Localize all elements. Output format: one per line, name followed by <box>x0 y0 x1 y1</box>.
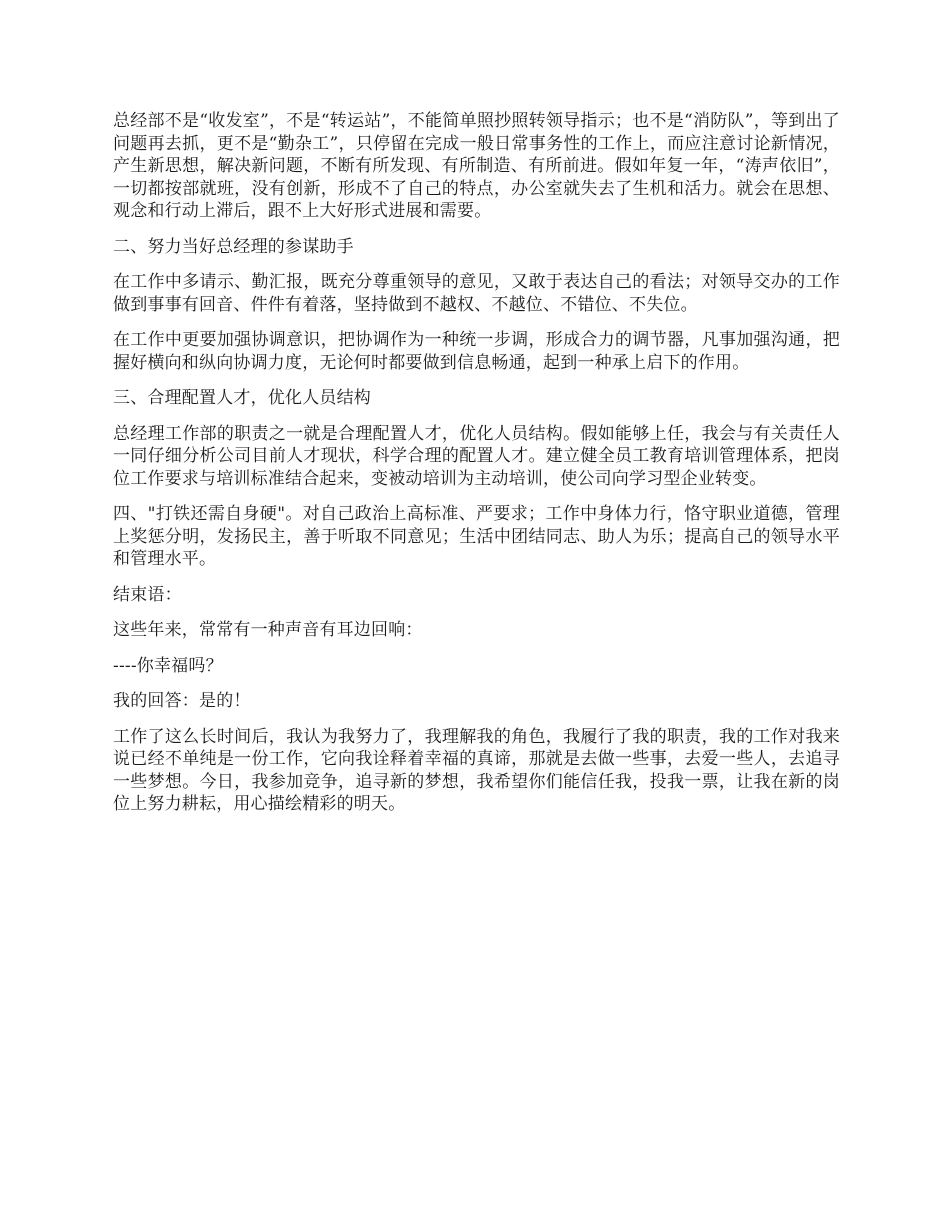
paragraph-coordination: 在工作中更要加强协调意识，把协调作为一种统一步调，形成合力的调节器，凡事加强沟通，把握好横向和纵向协调力度，无论何时都要做到信息畅通，起到一种承上启下的作用。 <box>113 330 840 373</box>
paragraph-closing: 工作了这么长时间后，我认为我努力了，我理解我的角色，我履行了我的职责，我的工作对我来说已经不单纯是一份工作，它向我诠释着幸福的真谛，那就是去做一些事，去爱一些人，去追寻一些梦想。今日，我参加竞争，追寻新的梦想，我希望你们能信任我，投我一票，让我在新的岗位上努力耕耘，用心描绘精彩的明天。 <box>113 726 840 814</box>
heading-conclusion: 结束语： <box>113 584 182 605</box>
paragraph-voice-echo: 这些年来，常常有一种声音有耳边回响： <box>113 620 423 640</box>
paragraph-report-instructions: 在工作中多请示、勤汇报，既充分尊重领导的意见，又敢于表达自己的看法；对领导交办的工作做到事事有回音、件件有着落，坚持做到不越权、不越位、不错位、不失位。 <box>113 272 840 315</box>
heading-section-three: 三、合理配置人才，优化人员结构 <box>113 388 371 408</box>
paragraph-self-discipline: 四、"打铁还需自身硬"。对自己政治上高标准、严要求；工作中身体力行，恪守职业道德，管理上奖惩分明，发扬民主，善于听取不同意见；生活中团结同志、助人为乐；提高自己的领导水平和管理水平。 <box>113 504 840 569</box>
paragraph-office-role: 总经部不是“收发室”，不是“转运站”，不能简单照抄照转领导指示；也不是“消防队”，等到出了问题再去抓，更不是“勤杂工”，只停留在完成一般日常事务性的工作上，而应注意讨论新情况，产生新思想，解决新问题，不断有所发现、有所制造、有所前进。假如年复一年，“涛声依旧”，一切都按部就班，没有创新，形成不了自己的特点，办公室就失去了生机和活力。就会在思想、观念和行动上滞后，跟不上大好形式进展和需要。 <box>113 111 840 221</box>
heading-section-two: 二、努力当好总经理的参谋助手 <box>113 236 354 257</box>
paragraph-question: ----你幸福吗？ <box>113 655 223 676</box>
paragraph-talent-allocation: 总经理工作部的职责之一就是合理配置人才，优化人员结构。假如能够上任，我会与有关责任人一同仔细分析公司目前人才现状，科学合理的配置人才。建立健全员工教育培训管理体系，把岗位工作要求与培训标准结合起来，变被动培训为主动培训，使公司向学习型企业转变。 <box>113 423 840 489</box>
paragraph-answer: 我的回答：是的！ <box>113 691 251 711</box>
